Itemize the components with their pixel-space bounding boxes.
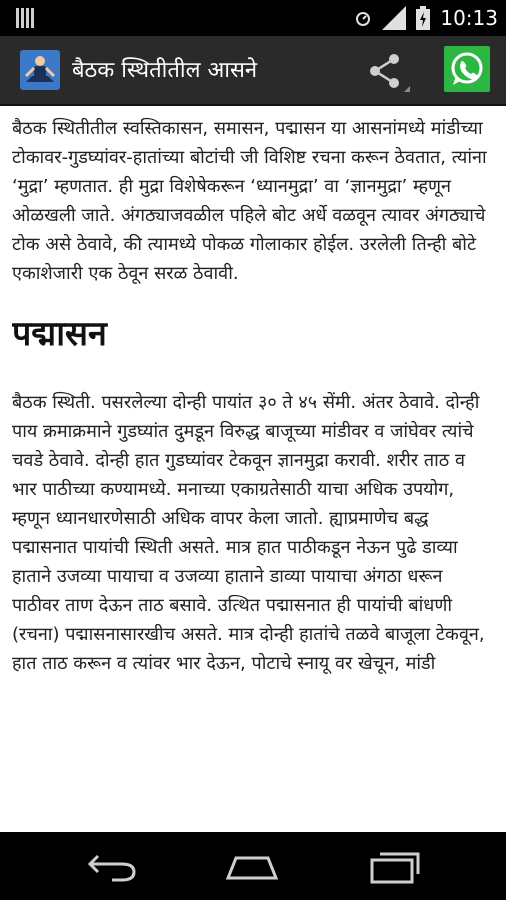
nav-bar xyxy=(0,832,506,900)
app-logo-icon[interactable] xyxy=(20,50,60,90)
share-icon[interactable] xyxy=(364,50,410,92)
home-icon[interactable] xyxy=(224,848,280,884)
whatsapp-icon xyxy=(444,46,490,92)
article-content[interactable] xyxy=(12,114,494,834)
alarm-icon xyxy=(354,9,372,27)
status-time: 10:13 xyxy=(440,6,498,30)
recent-apps-icon[interactable] xyxy=(366,848,422,884)
whatsapp-button[interactable] xyxy=(444,46,490,92)
action-bar xyxy=(0,36,506,106)
signal-icon xyxy=(382,6,406,30)
app-title: बैठक स्थितीतील आसने xyxy=(72,58,258,83)
article-body: बैठक स्थिती. पसरलेल्या दोन्ही पायांत ३० ते ४५ सेंमी. अंतर ठेवावे. दोन्ही पाय क्रमाक्रमाने गुडघ्यांत दुमडून विरुद्ध बाजूच्या मांडीवर व जांघेवर त्यांचे चवडे ठेवावे. दोन्ही हात गुडघ्यांवर टेकवून ज्ञानमुद्रा करावी. शरीर ताठ व भार पाठीच्या कण्यामध्ये. मनाच्या एकाग्रतेसाठी याचा अधिक उपयोग, म्हणून ध्यानधारणेसाठी अधिक वापर केला जातो. ह्याप्रमाणेच बद्ध पद्मासनात पायांची स्थिती असते. मात्र हात पाठीकडून नेऊन पुढे डाव्या हाताने उजव्या पायाचा व उजव्या हाताने डाव्या पायाचा अंगठा धरून पाठीवर ताण देऊन ताठ बसावे. उत्थित पद्मासनात ही पायांची बांधणी (रचना) पद्मासनासारखीच असते. मात्र दोन्ही हातांचे तळवे बाजूला टेकवून, हात ताठ करून व त्यांवर भार देऊन, पोटाचे स्नायू वर खेचून, मांडी xyxy=(12,392,485,674)
notification-icon xyxy=(16,8,34,28)
battery-icon xyxy=(416,6,430,30)
back-icon[interactable] xyxy=(84,848,140,884)
article-intro: बैठक स्थितीतील स्वस्तिकासन, समासन, पद्मासन या आसनांमध्ये मांडीच्या टोकावर-गुडघ्यांवर-हातांच्या बोटांची जी विशिष्ट रचना करून ठेवतात, त्यांना ‘मुद्रा’ म्हणतात. ही मुद्रा विशेषेकरून ‘ध्यानमुद्रा’ वा ‘ज्ञानमुद्रा’ म्हणून ओळखली जाते. अंगठ्याजवळील पहिले बोट अर्धे वळवून त्यावर अंगठ्याचे टोक असे ठेवावे, की त्यामध्ये पोकळ गोलाकार होईल. उरलेली तिन्ही बोटे एकाशेजारी एक ठेवून सरळ ठेवावी. xyxy=(12,118,487,284)
status-bar xyxy=(0,0,506,36)
section-heading: पद्मासन xyxy=(12,314,107,354)
